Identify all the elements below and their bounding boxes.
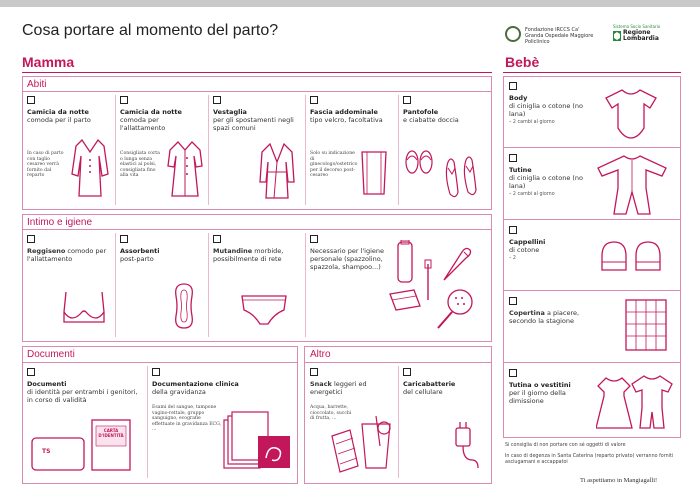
footer-signature: Ti aspettiamo in Mangiagalli! [580,477,658,484]
item-title: Pantofole [403,108,439,116]
item-desc: leggeri ed energetici [310,380,367,396]
checkbox[interactable] [509,226,517,234]
abiti-item-camicia-parto [27,96,112,124]
altro-note-snack: Acqua, barrette, cioccolato, succhi di frutta, ... [310,405,352,422]
abiti-item-camicia-allattamento [120,96,205,132]
abiti-note-1: In caso di parto con taglio cesareo verrà fornito dal reparto [27,151,64,179]
item-title: Camicia da notte [27,108,89,116]
charger-illustration [446,420,482,470]
toiletries-illustration [384,240,488,336]
intimo-header-rule [22,229,492,230]
documenti-header-rule [22,362,298,363]
item-desc: comoda per il parto [27,116,91,124]
item-desc: della gravidanza [152,388,206,396]
slippers-illustration [404,146,488,202]
regione-lombardia-logo [613,31,621,41]
checkbox[interactable] [27,96,35,104]
divider [305,95,306,205]
item-desc: post-parto [120,255,154,263]
item-title: Reggiseno [27,247,66,255]
item-title: Cappellini [509,238,546,246]
robe-illustration [258,142,296,200]
fondazione-logo-text: Fondazione IRCCS Ca' Granda Ospedale Maggiore Policlinico [525,27,594,45]
intimo-item-assorbenti [120,235,206,263]
checkbox[interactable] [403,96,411,104]
item-title: Documenti [27,380,67,388]
checkbox[interactable] [27,368,35,376]
nursing-gown-illustration [166,140,204,198]
altro-header-rule [304,362,492,363]
underwear-illustration [240,292,288,326]
bebe-item-tutine [509,154,589,197]
nightgown-illustration [70,138,110,200]
item-desc: tipo velcro, facoltativa [310,116,383,124]
id-documents-illustration [30,418,142,474]
item-title: Caricabatterie [403,380,456,388]
item-note: – 2 cambi al giorno [509,192,555,197]
item-title: Camicia da notte [120,108,182,116]
altro-item-caricabatterie [403,368,489,396]
snacks-illustration [328,416,396,476]
item-title: Assorbenti [120,247,160,255]
bebe-title: Bebè [505,54,540,70]
checkbox[interactable] [120,235,128,243]
bebe-rule [503,72,681,73]
top-bar [0,0,700,7]
item-note: – 2 cambi al giorno [509,120,555,125]
item-title: Body [509,94,528,102]
policlinico-seal-logo [505,26,521,42]
item-desc: per gli spostamenti negli spazi comuni [213,116,294,132]
item-desc: comoda per l'allattamento [120,116,166,132]
logos [505,24,685,46]
page-title: Cosa portare al momento del parto? [22,22,279,39]
item-title: Copertina [509,309,545,317]
documenti-note-clinica: Esami del sangue, tampone vagino-rettale, gruppo sanguigno, ecografie effettuate in gravidanza ECG, ... [152,405,222,433]
altro-item-snack [310,368,396,396]
item-title: Tutine [509,166,532,174]
mamma-title: Mamma [22,54,75,70]
babygrow-illustration [594,152,670,216]
item-desc: di cotone [509,246,540,254]
item-desc: del cellulare [403,388,443,396]
item-note: – 2 [509,256,516,261]
altro-label: Altro [310,349,331,360]
checkbox[interactable] [310,368,318,376]
divider [503,147,681,148]
item-desc: morbide, possibilmente di rete [213,247,284,263]
abiti-label: Abiti [27,79,47,90]
clinical-docs-illustration [222,410,294,474]
tessera-sanitaria-label: TS [42,448,51,455]
abiti-item-pantofole [403,96,489,124]
divider [503,290,681,291]
item-title: Tutina o vestitini [509,381,571,389]
item-desc: per il giorno della dimissione [509,389,566,405]
item-title: Fascia addominale [310,108,378,116]
abiti-item-vestaglia [213,96,303,132]
divider [208,233,209,337]
bra-illustration [60,288,108,328]
intimo-item-igiene [310,235,390,271]
divider [147,366,148,478]
checkbox[interactable] [310,235,318,243]
checkbox[interactable] [213,235,221,243]
checkbox[interactable] [213,96,221,104]
divider [208,95,209,205]
footer-note-valori: Si consiglia di non portare con sé oggetti di valore [505,443,626,448]
divider [398,366,399,478]
carta-identita-label: CARTA D'IDENTITÀ [98,428,124,438]
sistema-label: Sistema Socio Sanitario [613,24,661,29]
item-title: Vestaglia [213,108,247,116]
bebe-item-body [509,82,589,125]
divider [398,95,399,205]
abiti-note-4: Solo su indicazione di ginecologo/ostetrico per il decorso post-cesareo [310,151,358,179]
abdominal-belt-illustration [358,150,390,196]
item-desc: Necessario per l'igiene personale (spazzolino, spazzola, shampoo...) [310,247,385,271]
mamma-rule [22,72,492,73]
item-desc: di identità per entrambi i genitori, in corso di validità [27,388,138,404]
pad-illustration [172,282,196,330]
baby-hats-illustration [600,240,666,274]
checkbox[interactable] [509,82,517,90]
documenti-item-clinica [152,368,294,396]
item-desc: di ciniglia o cotone (no lana) [509,174,584,190]
divider [503,362,681,363]
checkbox[interactable] [509,297,517,305]
checkbox[interactable] [509,369,517,377]
documenti-item-identita [27,368,142,404]
intimo-item-mutandine [213,235,303,263]
documenti-label: Documenti [27,349,75,360]
abiti-header-rule [22,91,492,92]
item-desc: a piacere, secondo la stagione [509,309,580,325]
item-desc: di ciniglia o cotone (no lana) [509,102,584,118]
checkbox[interactable] [310,96,318,104]
abiti-note-2: Consigliata corta o lunga senza elastici ai polsi, consigliata fino alla vita [120,151,160,179]
checkbox[interactable] [27,235,35,243]
divider [115,95,116,205]
item-title: Mutandine [213,247,253,255]
item-title: Snack [310,380,332,388]
bebe-item-tutina-dimissione [509,369,589,405]
checkbox[interactable] [152,368,160,376]
intimo-label: Intimo e igiene [27,217,93,228]
footer-note-santa-caterina: In caso di degenza in Santa Caterina (reparto privato) verranno forniti asciugamani e accappatoi [505,454,674,465]
item-desc: e ciabatte doccia [403,116,459,124]
bebe-item-cappellini [509,226,589,261]
item-desc: comodo per l'allattamento [27,247,107,263]
blanket-illustration [624,298,670,354]
checkbox[interactable] [509,154,517,162]
divider [115,233,116,337]
checkbox[interactable] [120,96,128,104]
divider [503,219,681,220]
divider [305,233,306,337]
abiti-item-fascia [310,96,396,124]
item-title: Documentazione clinica [152,380,239,388]
intimo-item-reggiseno [27,235,113,263]
bebe-item-copertina [509,297,605,325]
regione-logo-text: Regione Lombardia [623,29,659,42]
body-onesie-illustration [594,86,668,142]
checkbox[interactable] [403,368,411,376]
going-home-outfit-illustration [596,372,674,432]
